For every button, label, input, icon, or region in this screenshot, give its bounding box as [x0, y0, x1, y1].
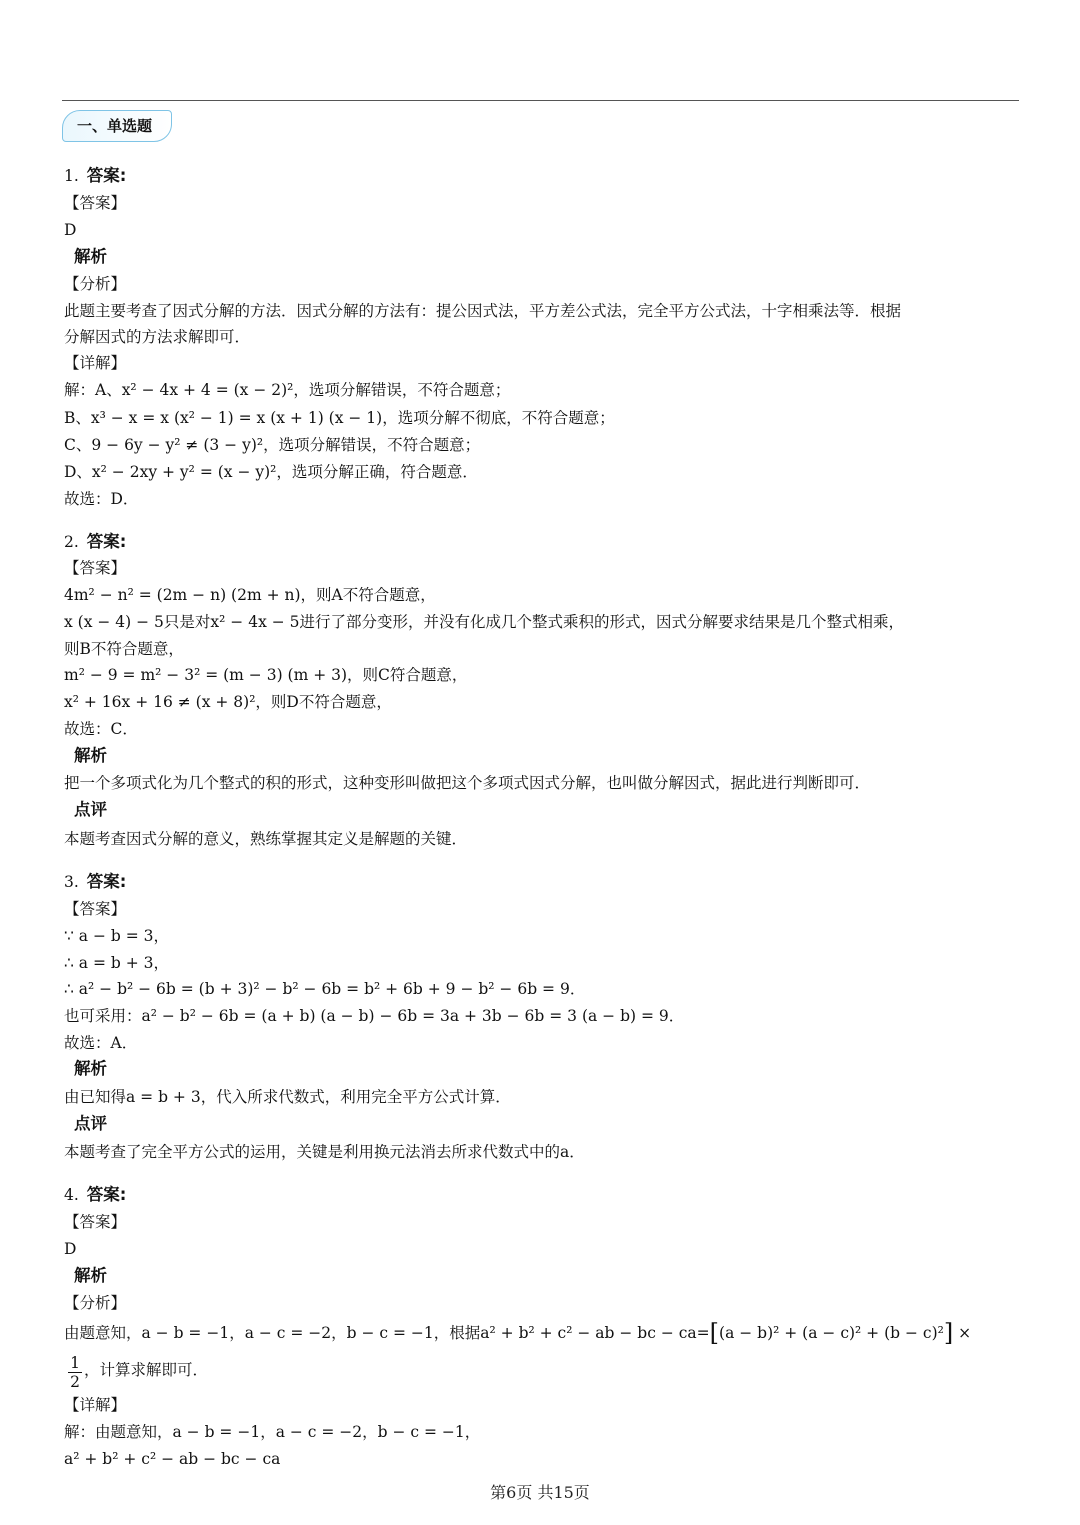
q4-bracket-expression: (a − b)² + (a − c)² + (b − c)² [719, 1324, 944, 1342]
q2-line2: x (x − 4) − 5只是对x² − 4x − 5进行了部分变形，并没有化成几个整式乘积的形式，因式分解要求结果是几个整式相乘， [64, 613, 905, 631]
q1-answer: D [64, 221, 77, 239]
q1-fenxi-line2: 分解因式的方法求解即可． [64, 328, 251, 346]
q1-analysis-label: 解析 [74, 247, 107, 266]
q4-fenxi-line2: ，计算求解即可． [84, 1361, 209, 1379]
q2-answer-tag: 【答案】 [64, 559, 127, 577]
q4-fenxi-tag: 【分析】 [64, 1294, 127, 1312]
q2-comment-label: 点评 [74, 800, 107, 819]
q4-answer: D [64, 1240, 77, 1258]
q2-line1: 4m² − n² = (2m − n) (2m + n)，则A不符合题意， [64, 586, 436, 604]
q1-answer-tag: 【答案】 [64, 194, 127, 212]
q3-analysis: 由已知得a = b + 3，代入所求代数式，利用完全平方公式计算． [64, 1088, 511, 1106]
q1-detail-a: 解：A、x² − 4x + 4 = (x − 2)²，选项分解错误，不符合题意； [64, 381, 511, 399]
q1-choice: 故选：D． [64, 490, 139, 508]
q2-line3: 则B不符合题意， [64, 640, 184, 658]
q3-line1: ∵ a − b = 3， [64, 927, 169, 945]
q3-line2: ∴ a = b + 3， [64, 954, 169, 972]
q4-analysis-label: 解析 [74, 1266, 107, 1285]
q1-detail-c: C、9 − 6y − y² ≠ (3 − y)²，选项分解错误，不符合题意； [64, 436, 481, 454]
q2-analysis-label: 解析 [74, 746, 107, 765]
q4-detail-1: 解：由题意知，a − b = −1，a − c = −2，b − c = −1， [64, 1423, 481, 1441]
q2-choice: 故选：C． [64, 720, 138, 738]
q3-analysis-label: 解析 [74, 1059, 107, 1078]
q3-line4: 也可采用：a² − b² − 6b = (a + b) (a − b) − 6b = 3a + 3b − 6b = 3 (a − b) = 9． [64, 1007, 685, 1025]
q2-analysis: 把一个多项式化为几个整式的积的形式，这种变形叫做把这个多项式因式分解，也叫做分解因式，据此进行判断即可． [64, 774, 871, 792]
q3-answer-tag: 【答案】 [64, 900, 127, 918]
q4-fenxi-line1: 由题意知，a − b = −1，a − c = −2，b − c = −1，根据a² + b² + c² − ab − bc − ca=[(a − b)² + (a − c)² + (b − c)²] × [64, 1319, 972, 1347]
q4-header: 4. 答案: [64, 1185, 127, 1204]
q2-line5: x² + 16x + 16 ≠ (x + 8)²，则D不符合题意， [64, 693, 392, 711]
section-heading-badge [62, 110, 172, 142]
q1-detail-b: B、x³ − x = x (x² − 1) = x (x + 1) (x − 1)，选项分解不彻底，不符合题意； [64, 409, 615, 427]
q3-comment-label: 点评 [74, 1114, 107, 1133]
q4-xiangjie-tag: 【详解】 [64, 1396, 127, 1414]
q3-comment: 本题考查了完全平方公式的运用，关键是利用换元法消去所求代数式中的a． [64, 1143, 585, 1161]
section-title: 一、单选题 [77, 117, 153, 135]
q3-choice: 故选：A． [64, 1034, 138, 1052]
q1-fenxi-tag: 【分析】 [64, 275, 127, 293]
q2-line4: m² − 9 = m² − 3² = (m − 3) (m + 3)，则C符合题意， [64, 666, 468, 684]
q2-header: 2. 答案: [64, 532, 127, 551]
q1-header: 1. 答案: [64, 166, 127, 185]
q4-answer-tag: 【答案】 [64, 1213, 127, 1231]
q4-detail-2: a² + b² + c² − ab − bc − ca [64, 1450, 281, 1468]
q3-line3: ∴ a² − b² − 6b = (b + 3)² − b² − 6b = b² + 6b + 9 − b² − 6b = 9． [64, 980, 586, 998]
q1-fenxi-line1: 此题主要考查了因式分解的方法．因式分解的方法有：提公因式法，平方差公式法，完全平方公式法，十字相乘法等．根据 [64, 302, 902, 320]
page-footer: 第6页 共15页 [490, 1483, 590, 1502]
q2-comment: 本题考查因式分解的意义，熟练掌握其定义是解题的关键． [64, 830, 468, 848]
q1-detail-d: D、x² − 2xy + y² = (x − y)²，选项分解正确，符合题意． [64, 463, 478, 481]
top-rule [62, 100, 1019, 101]
q3-header: 3. 答案: [64, 872, 127, 891]
q1-xiangjie-tag: 【详解】 [64, 354, 127, 372]
q4-one-half-fraction: $\frac{1}{2}$ [68, 1354, 82, 1391]
